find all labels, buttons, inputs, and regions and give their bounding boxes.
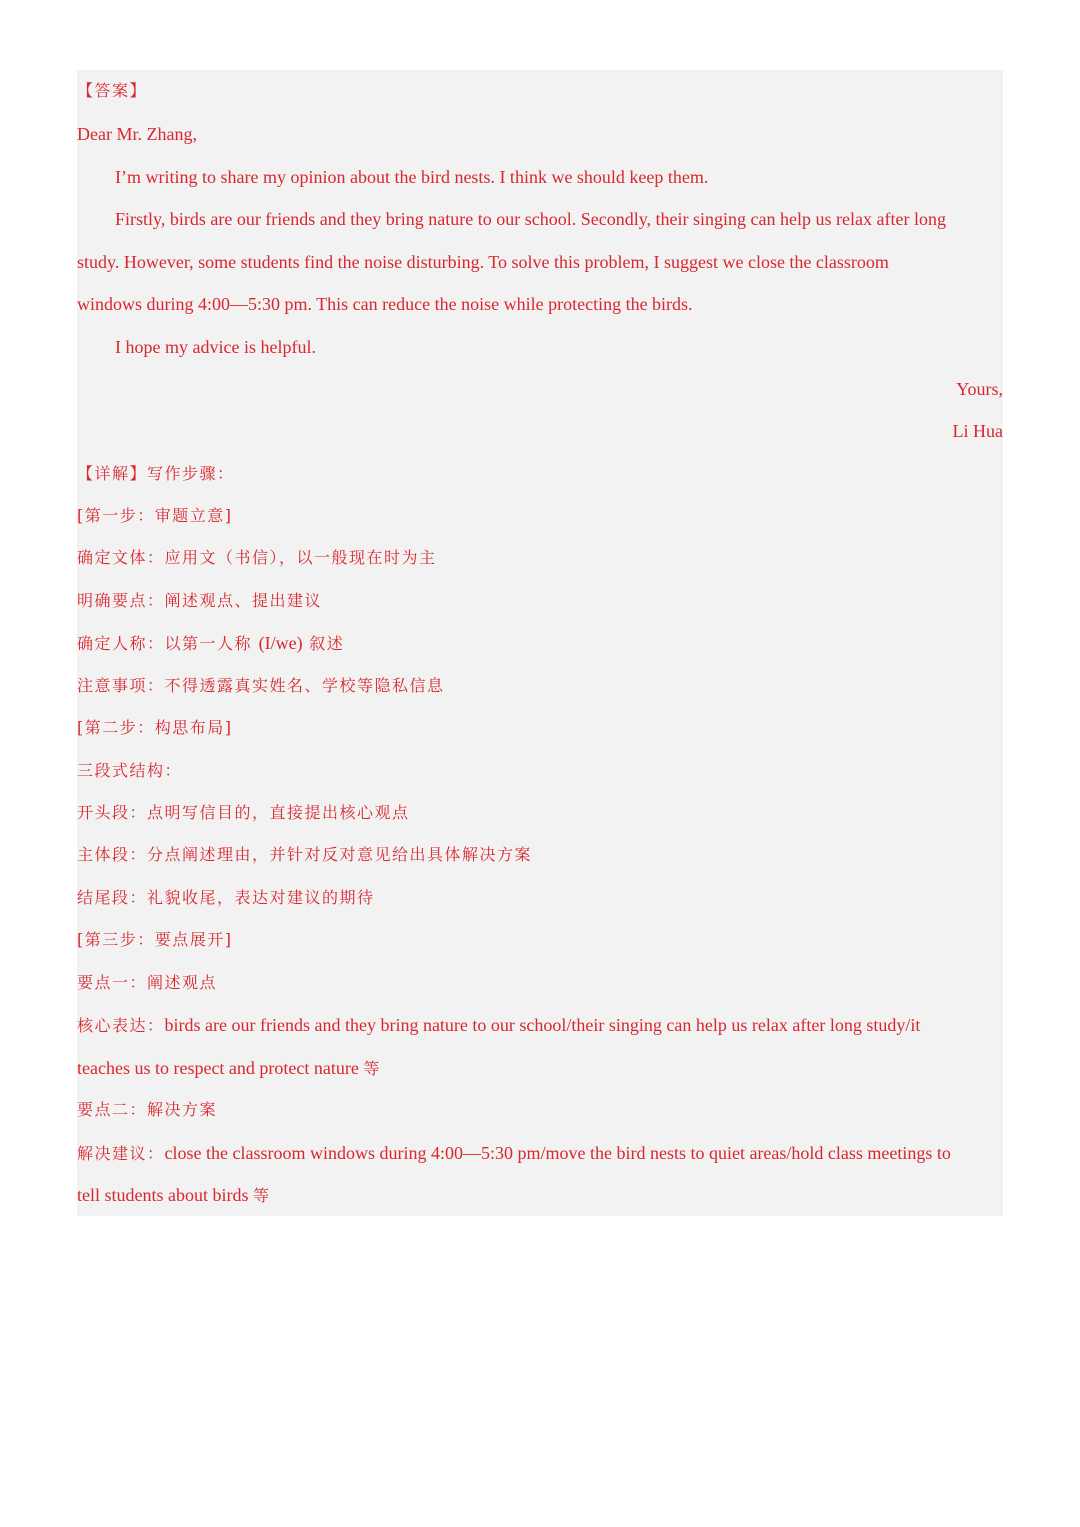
step-1-person-suffix: 叙述: [309, 634, 345, 653]
point-1-expression-line-2: [77, 1047, 1003, 1089]
step-1-title: [第一步：审题立意]: [77, 506, 233, 525]
step-1-person-pronouns: (I/we): [258, 633, 303, 653]
step-3-title: [第三步：要点展开]: [77, 930, 233, 949]
letter-paragraph-2-line-2: study. However, some students find the noise disturbing. To solve this problem, I suggest we close the classroom: [77, 252, 889, 272]
point-2-text: close the classroom windows during 4:00—5:30 pm/move the bird nests to quiet areas/hold class meetings to: [164, 1143, 951, 1163]
point-2-suggestion-line-1: [77, 1132, 1003, 1174]
step-1-person-label: 确定人称：以第一人称: [77, 634, 253, 653]
point-1-expression-line-1: [77, 1004, 1003, 1046]
step-1-note: 注意事项：不得透露真实姓名、学校等隐私信息: [77, 676, 445, 695]
answer-block: [77, 70, 1003, 1216]
point-2-label: 解决建议：: [77, 1144, 165, 1163]
step-1-person: [77, 622, 1003, 664]
point-2-title: 要点二：解决方案: [77, 1100, 218, 1119]
step-2-ending: 结尾段：礼貌收尾，表达对建议的期待: [77, 888, 375, 907]
point-1-text: birds are our friends and they bring nature to our school/their singing can help us relax after long study/it: [164, 1015, 921, 1035]
step-1-points: 明确要点：阐述观点、提出建议: [77, 591, 323, 610]
step-2-opening: 开头段：点明写信目的，直接提出核心观点: [77, 803, 410, 822]
letter-salutation: Dear Mr. Zhang,: [77, 124, 197, 144]
letter-paragraph-3: I hope my advice is helpful.: [115, 337, 316, 357]
letter-paragraph-2-line-1: Firstly, birds are our friends and they bring nature to our school. Secondly, their singing can help us relax after long: [115, 209, 946, 229]
point-1-label: 核心表达：: [77, 1016, 165, 1035]
letter-paragraph-2-line-3: windows during 4:00—5:30 pm. This can reduce the noise while protecting the birds.: [77, 294, 693, 314]
explanation-heading: 【详解】写作步骤：: [77, 464, 235, 483]
answer-heading: 【答案】: [77, 81, 148, 100]
step-2-body: 主体段：分点阐述理由，并针对反对意见给出具体解决方案: [77, 845, 533, 864]
point-1-text-continued: teaches us to respect and protect nature: [77, 1058, 359, 1078]
step-2-title: [第二步：构思布局]: [77, 718, 233, 737]
point-1-title: 要点一：阐述观点: [77, 973, 218, 992]
point-1-etc: 等: [363, 1059, 381, 1078]
letter-paragraph-1: I’m writing to share my opinion about the bird nests. I think we should keep them.: [115, 167, 709, 187]
step-1-genre: 确定文体：应用文（书信），以一般现在时为主: [77, 548, 437, 567]
point-2-etc: 等: [252, 1186, 271, 1205]
point-2-suggestion-line-2: [77, 1174, 1003, 1216]
point-2-text-continued: tell students about birds: [77, 1185, 249, 1205]
letter-closing: Yours,: [956, 379, 1003, 399]
letter-signature: Li Hua: [952, 421, 1003, 441]
step-2-structure: 三段式结构：: [77, 761, 183, 780]
